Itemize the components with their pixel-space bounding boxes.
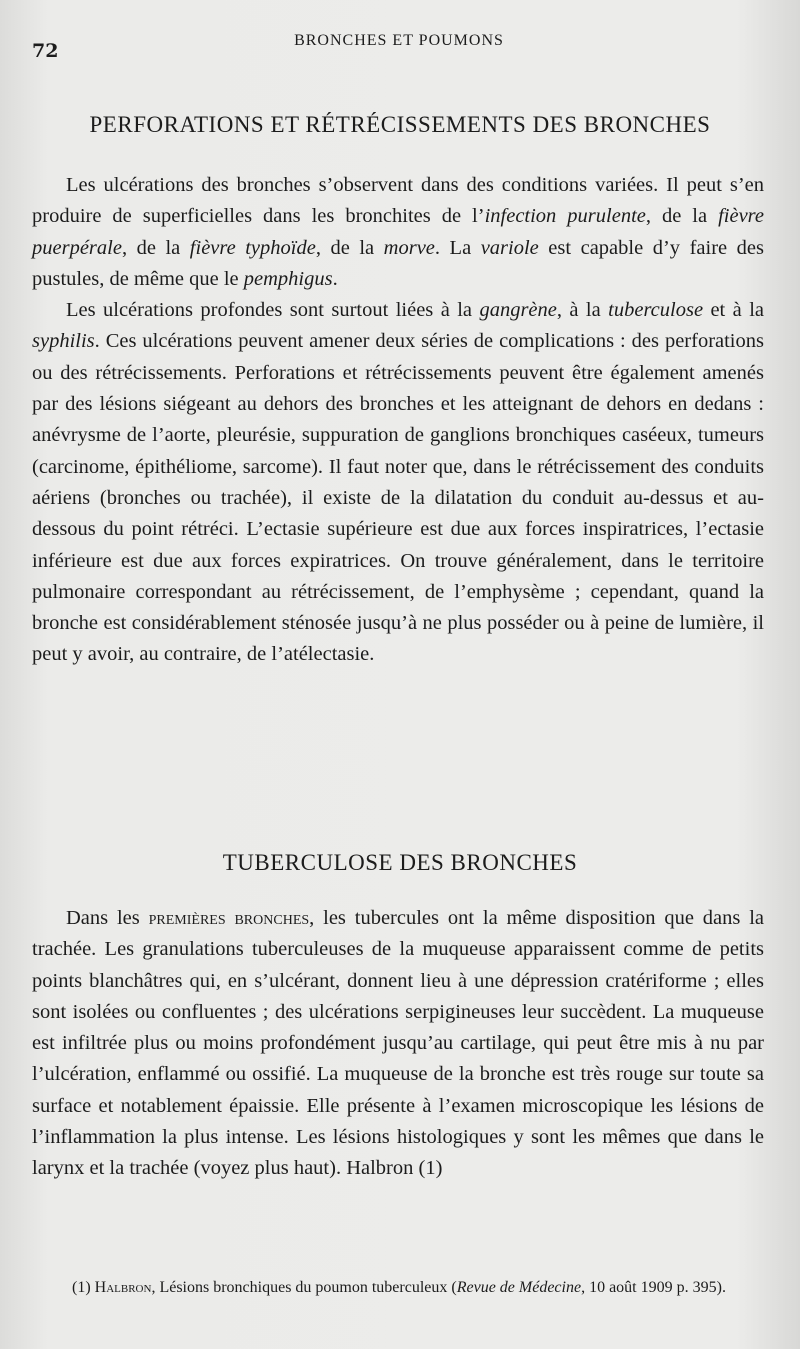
text-run: . bbox=[332, 267, 338, 290]
section-body-tuberculose bbox=[32, 903, 764, 1185]
text-run: . Ces ulcérations peuvent amener deux séries de complications : des perforations ou des rétrécissements. Perforations et rétrécissements peuvent être également amenés par des lésions siégeant au dehors des bronches et les atteignant de dehors en dedans : anévrysme de l’aorte, pleurésie, suppuration de ganglions bronchiques caséeux, tumeurs (carcinome, épithéliome, sarcome). Il faut noter que, dans le rétrécissement des conduits aériens (bronches ou trachée), il existe de la dilatation du conduit au-dessus et au-dessous du point rétréci. L’ectasie supérieure est due aux forces inspiratrices, l’ectasie inférieure est due aux forces expiratrices. On trouve généralement, dans le territoire pulmonaire correspondant au rétrécissement, de l’emphysème ; cependant, quand la bronche est considérablement sténosée jusqu’à ne plus posséder ou à peine de lumière, il peut y avoir, au contraire, de l’atélectasie. bbox=[32, 330, 764, 666]
text-run: est capable d’y faire des pustules, de même que le bbox=[32, 236, 764, 290]
emphasis: morve bbox=[383, 236, 435, 259]
text-run: Les ulcérations profondes sont surtout liées à la bbox=[66, 299, 480, 322]
text-run: , Lésions bronchiques du poumon tuberculeux ( bbox=[151, 1279, 457, 1296]
small-caps: premières bronches bbox=[148, 907, 310, 929]
text-run: , à la bbox=[556, 299, 609, 322]
section-title-tuberculose: TUBERCULOSE DES BRONCHES bbox=[222, 850, 578, 875]
section-title-perforations: PERFORATIONS ET RÉTRÉCISSEMENTS DES BRONCHES bbox=[89, 112, 711, 137]
emphasis: variole bbox=[480, 236, 539, 259]
emphasis: fièvre puerpérale bbox=[32, 205, 764, 259]
footnote bbox=[32, 1278, 770, 1298]
section-body-perforations bbox=[32, 170, 764, 671]
page-number: 72 bbox=[32, 40, 59, 62]
text-run: , de la bbox=[645, 205, 719, 228]
footnote-marker: (1) bbox=[72, 1279, 95, 1296]
emphasis: pemphigus bbox=[243, 267, 333, 290]
text-run: , de la bbox=[315, 236, 384, 259]
text-run: . La bbox=[434, 236, 481, 259]
emphasis: gangrène bbox=[479, 299, 557, 322]
emphasis: syphilis bbox=[32, 330, 95, 353]
paragraph bbox=[32, 170, 764, 295]
emphasis: tuberculose bbox=[608, 299, 704, 322]
text-run: et à la bbox=[703, 299, 764, 322]
text-run: Les ulcérations des bronches s’observent dans des conditions variées. Il peut s’en produire de superficielles dans les bronchites de l’ bbox=[32, 174, 764, 228]
running-header bbox=[32, 30, 766, 60]
emphasis: infection purulente bbox=[484, 205, 646, 228]
footnote-author: Halbron bbox=[94, 1279, 152, 1296]
running-title: BRONCHES ET POUMONS bbox=[294, 32, 504, 49]
paragraph bbox=[32, 295, 764, 671]
footnote-journal: Revue de Médecine bbox=[456, 1279, 582, 1296]
paragraph bbox=[32, 903, 764, 1185]
emphasis: fièvre typhoïde bbox=[189, 236, 316, 259]
text-run: Dans les bbox=[66, 907, 149, 929]
text-run: , 10 août 1909 p. 395). bbox=[581, 1279, 726, 1296]
text-run: , les tubercules ont la même disposition que dans la trachée. Les granulations tuberculeuses de la muqueuse apparaissent comme de petits points blanchâtres qui, en s’ulcérant, donnent lieu à une dépression cratériforme ; elles sont isolées ou confluentes ; des ulcérations serpigineuses leur succèdent. La muqueuse est infiltrée plus ou moins profondément jusqu’au cartilage, qui peut être mis à nu par l’ulcération, enflammé ou ossifié. La muqueuse de la bronche est très rouge sur toute sa surface et notablement épaissie. Elle présente à l’examen microscopique les lésions de l’inflammation la plus intense. Les lésions histologiques y sont les mêmes que dans le larynx et la trachée (voyez plus haut). Halbron (1) bbox=[32, 907, 764, 1180]
text-run: , de la bbox=[121, 236, 190, 259]
